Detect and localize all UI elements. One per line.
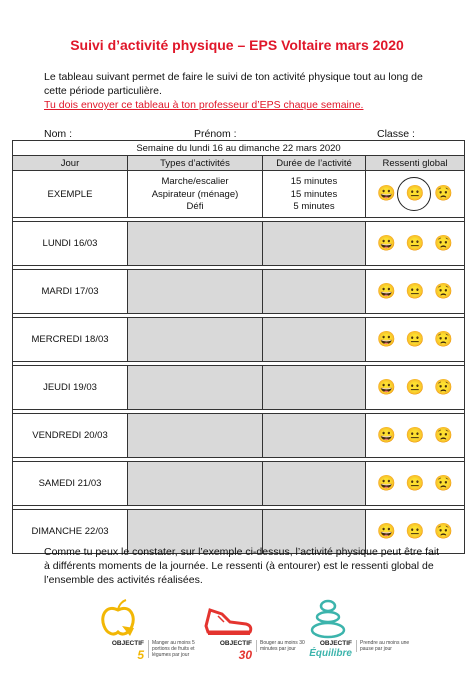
neutral-face-icon[interactable]: 😐 xyxy=(405,474,425,492)
example-duration: 15 minutes xyxy=(290,176,338,188)
duration-cell[interactable] xyxy=(263,462,366,506)
activity-table xyxy=(12,140,465,554)
neutral-face-icon[interactable]: 😐 xyxy=(405,522,425,540)
footer-text: Comme tu peux le constater, sur l’exemple ci-dessus, l’activité physique peut être fait à différents moments de la journée. Le ressenti (à entourer) est le ressenti global de l’ensemble des activités réalisées. xyxy=(44,546,440,586)
example-activity: Marche/escalier xyxy=(161,176,229,188)
sad-face-icon[interactable]: 😟 xyxy=(434,234,454,252)
logo-label: OBJECTIF xyxy=(319,640,352,647)
neutral-face-icon[interactable]: 😐 xyxy=(405,282,425,300)
intro-instruction: Tu dois envoyer ce tableau à ton professeur d’EPS chaque semaine. xyxy=(44,99,364,111)
sad-face-icon: 😟 xyxy=(434,185,454,202)
sneaker-icon xyxy=(200,598,256,640)
activities-cell[interactable] xyxy=(128,318,263,362)
header-ressenti: Ressenti global xyxy=(366,156,465,171)
logo-big: 30 xyxy=(238,648,252,662)
happy-face-icon: 😀 xyxy=(376,185,396,202)
happy-face-icon[interactable]: 😀 xyxy=(376,234,396,252)
day-label: SAMEDI 21/03 xyxy=(13,462,128,506)
page-title: Suivi d’activité physique – EPS Voltaire mars 2020 xyxy=(70,37,404,53)
day-label: LUNDI 16/03 xyxy=(13,222,128,266)
duration-cell[interactable] xyxy=(263,366,366,410)
duration-cell[interactable] xyxy=(263,270,366,314)
day-row xyxy=(13,270,465,314)
sad-face-icon[interactable]: 😟 xyxy=(434,426,454,444)
header-activites: Types d’activités xyxy=(128,156,263,171)
day-label: JEUDI 19/03 xyxy=(13,366,128,410)
day-label: MARDI 17/03 xyxy=(13,270,128,314)
header-duree: Durée de l’activité xyxy=(263,156,366,171)
logo-objectif-equilibre xyxy=(300,598,420,670)
example-activity: Aspirateur (ménage) xyxy=(151,188,239,200)
sad-face-icon[interactable]: 😟 xyxy=(434,474,454,492)
nom-label: Nom : xyxy=(44,128,73,140)
neutral-face-icon-circled: 😐 xyxy=(405,185,425,202)
sad-face-icon[interactable]: 😟 xyxy=(434,378,454,396)
example-duration: 5 minutes xyxy=(293,201,335,213)
example-day: EXEMPLE xyxy=(13,171,128,218)
logo-desc: Bouger au moins 30 minutes par jour xyxy=(256,640,320,652)
logo-desc: Manger au moins 5 portions de fruits et légumes par jour xyxy=(148,640,212,658)
happy-face-icon[interactable]: 😀 xyxy=(376,378,396,396)
week-label: Semaine du lundi 16 au dimanche 22 mars 2020 xyxy=(13,141,465,156)
logo-label: OBJECTIF xyxy=(111,640,144,647)
activities-cell[interactable] xyxy=(128,462,263,506)
header-jour: Jour xyxy=(13,156,128,171)
example-activity: Défi xyxy=(186,201,204,213)
duration-cell[interactable] xyxy=(263,318,366,362)
happy-face-icon[interactable]: 😀 xyxy=(376,474,396,492)
logo-label: OBJECTIF xyxy=(219,640,252,647)
duration-cell[interactable] xyxy=(263,222,366,266)
activities-cell[interactable] xyxy=(128,270,263,314)
sad-face-icon[interactable]: 😟 xyxy=(434,282,454,300)
logo-big: 5 xyxy=(137,648,144,662)
day-label: DIMANCHE 22/03 xyxy=(13,510,128,554)
day-row xyxy=(13,462,465,506)
stones-icon xyxy=(300,598,356,640)
classe-label: Classe : xyxy=(377,128,415,140)
activities-cell[interactable] xyxy=(128,414,263,458)
day-row xyxy=(13,366,465,410)
happy-face-icon[interactable]: 😀 xyxy=(376,330,396,348)
day-label: MERCREDI 18/03 xyxy=(13,318,128,362)
neutral-face-icon[interactable]: 😐 xyxy=(405,426,425,444)
activities-cell[interactable] xyxy=(128,222,263,266)
happy-face-icon[interactable]: 😀 xyxy=(376,522,396,540)
activities-cell[interactable] xyxy=(128,366,263,410)
intro-text xyxy=(44,70,444,112)
logo-big: Équilibre xyxy=(309,648,352,659)
apple-icon xyxy=(92,598,144,640)
sad-face-icon[interactable]: 😟 xyxy=(434,522,454,540)
example-duration: 15 minutes xyxy=(290,188,338,200)
day-row xyxy=(13,318,465,362)
logos-strip xyxy=(0,598,474,676)
neutral-face-icon[interactable]: 😐 xyxy=(405,330,425,348)
happy-face-icon[interactable]: 😀 xyxy=(376,282,396,300)
logo-desc: Prendre au moins une pause par jour xyxy=(356,640,420,652)
duration-cell[interactable] xyxy=(263,414,366,458)
neutral-face-icon[interactable]: 😐 xyxy=(405,234,425,252)
day-row xyxy=(13,414,465,458)
logo-objectif-5 xyxy=(92,598,212,670)
example-row xyxy=(13,171,465,218)
prenom-label: Prénom : xyxy=(194,128,237,140)
sad-face-icon[interactable]: 😟 xyxy=(434,330,454,348)
day-row xyxy=(13,222,465,266)
intro-paragraph: Le tableau suivant permet de faire le suivi de ton activité physique tout au long de cette période particulière. xyxy=(44,71,423,97)
neutral-face-icon[interactable]: 😐 xyxy=(405,378,425,396)
happy-face-icon[interactable]: 😀 xyxy=(376,426,396,444)
day-label: VENDREDI 20/03 xyxy=(13,414,128,458)
